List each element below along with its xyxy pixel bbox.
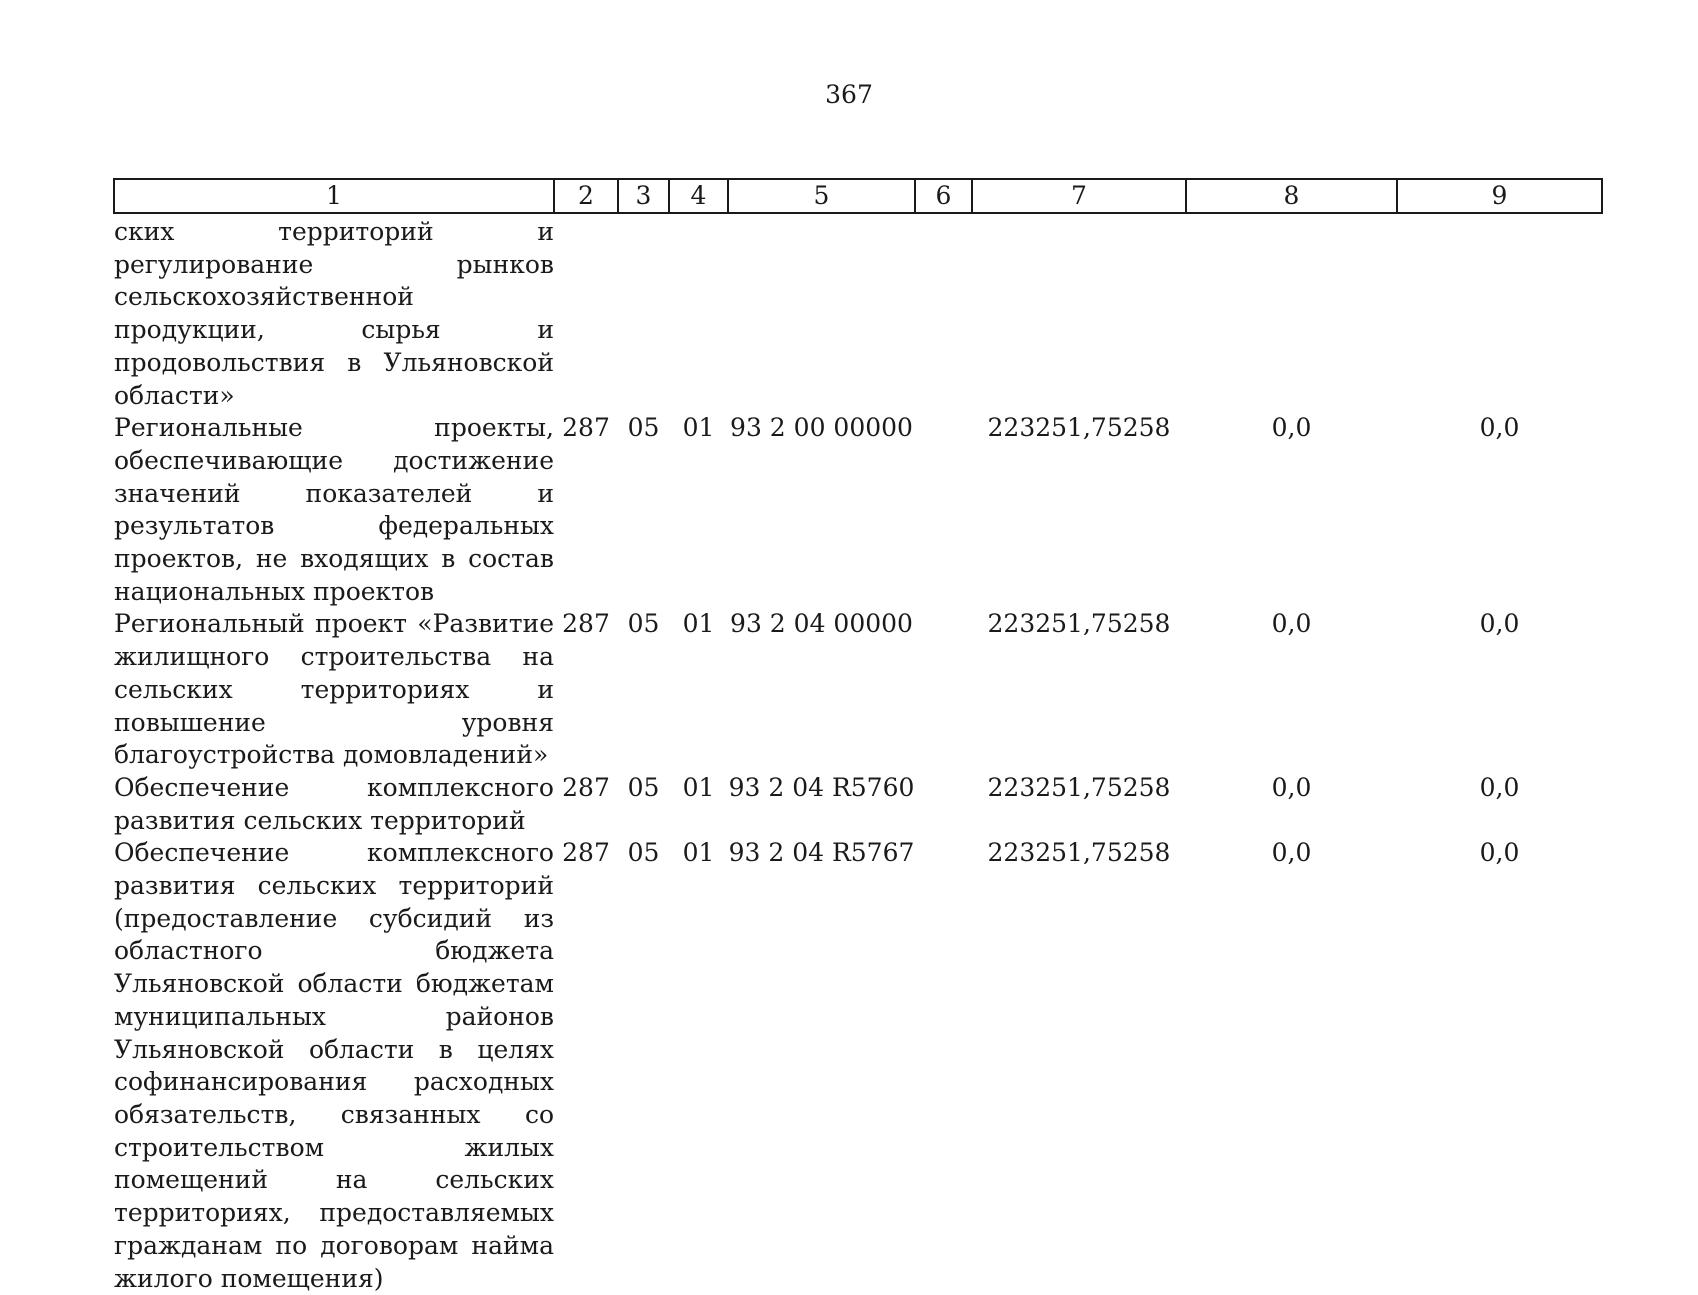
row-name: Обеспечение комплексного развития сельских территорий (предоставление субсидий из областного бюджета Ульяновской области бюджетам муниципальных районов Ульяновской области в целях софинансирования расходных обязательств, связанных со строительством жилых помещений на сельских территориях, предоставляемых гражданам по договорам найма жилого помещения) [114,838,554,1293]
column-header-9: 9 [1397,179,1602,213]
row-amount-col9: 0,0 [1479,609,1520,639]
row-target-article: 93 2 04 00000 [730,609,913,639]
row-ministry-code [554,213,618,412]
row-target-article: 93 2 00 00000 [730,413,913,443]
row-subsection-code: 01 [682,413,715,443]
row-ministry-code: 287 [562,609,610,639]
row-section-code: 05 [627,609,660,639]
row-name: Обеспечение комплексного развития сельских территорий [114,772,554,835]
row-target-article: 93 2 04 R5760 [728,772,915,802]
row-amount-col8: 0,0 [1271,772,1312,802]
table-row [114,772,1602,837]
row-amount-col7: 223251,75258 [987,609,1171,639]
row-section-code: 05 [627,413,660,443]
column-header-6: 6 [915,179,972,213]
column-header-7: 7 [972,179,1186,213]
row-name: Региональные проекты, обеспечивающие достижение значений показателей и результатов федеральных проектов, не входящих в состав национальных проектов [114,413,554,606]
row-ministry-code: 287 [562,838,610,868]
budget-table [113,178,1603,1295]
column-header-1: 1 [114,179,554,213]
row-name: ских территорий и регулирование рынков сельскохозяйственной продукции, сырья и продовольствия в Ульяновской области» [114,217,554,410]
row-target-article: 93 2 04 R5767 [728,838,915,868]
row-amount-col7: 223251,75258 [987,772,1171,802]
row-subsection-code [669,213,728,412]
row-amount-col7 [972,213,1186,412]
table-row [114,608,1602,772]
row-ministry-code: 287 [562,772,610,802]
page-number: 367 [825,80,873,109]
row-target-article [728,213,915,412]
table-row [114,213,1602,412]
column-header-2: 2 [554,179,618,213]
row-expense-type [915,837,972,1295]
row-amount-col8 [1186,213,1397,412]
column-header-4: 4 [669,179,728,213]
row-name: Региональный проект «Развитие жилищного строительства на сельских территориях и повышение уровня благоустройства домовладений» [114,609,554,770]
row-amount-col8: 0,0 [1271,413,1312,443]
table-row [114,412,1602,608]
row-amount-col9: 0,0 [1479,838,1520,868]
column-header-8: 8 [1186,179,1397,213]
row-amount-col9 [1397,213,1602,412]
budget-table-container [113,178,1601,1295]
column-number-header-row [114,179,1602,213]
row-amount-col8: 0,0 [1271,838,1312,868]
row-subsection-code: 01 [682,609,715,639]
column-header-5: 5 [728,179,915,213]
row-amount-col7: 223251,75258 [987,413,1171,443]
row-expense-type [915,772,972,837]
column-header-3: 3 [618,179,669,213]
row-section-code: 05 [627,772,660,802]
table-row [114,837,1602,1295]
row-amount-col7: 223251,75258 [987,838,1171,868]
row-expense-type [915,412,972,608]
row-section-code [618,213,669,412]
row-expense-type [915,213,972,412]
row-amount-col9: 0,0 [1479,413,1520,443]
row-expense-type [915,608,972,772]
row-ministry-code: 287 [562,413,610,443]
row-subsection-code: 01 [682,838,715,868]
row-section-code: 05 [627,838,660,868]
row-subsection-code: 01 [682,772,715,802]
row-amount-col8: 0,0 [1271,609,1312,639]
row-amount-col9: 0,0 [1479,772,1520,802]
